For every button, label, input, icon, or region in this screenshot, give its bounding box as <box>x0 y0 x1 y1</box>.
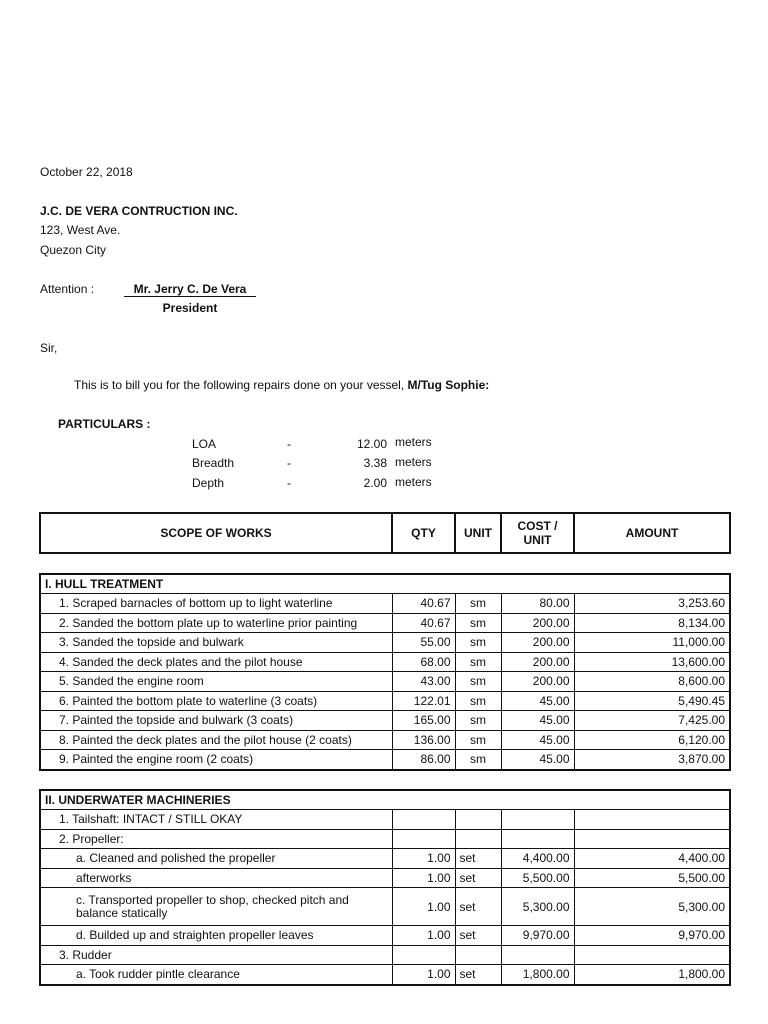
row-qty: 1.00 <box>392 849 455 869</box>
row-amount: 11,000.00 <box>574 633 730 653</box>
row-unit: set <box>455 868 501 888</box>
particular-dash: - <box>287 476 291 490</box>
row-qty <box>392 945 455 965</box>
row-amount: 3,253.60 <box>574 594 730 614</box>
section-title-row <box>40 574 730 594</box>
particular-dash: - <box>287 437 291 451</box>
row-description: 3. Sanded the topside and bulwark <box>40 633 392 653</box>
row-unit: sm <box>455 652 501 672</box>
row-cost <box>501 810 574 830</box>
header-unit: UNIT <box>455 513 501 553</box>
hull-treatment-table <box>39 573 731 771</box>
row-cost: 5,500.00 <box>501 868 574 888</box>
row-description: 1. Scraped barnacles of bottom up to light waterline <box>40 594 392 614</box>
letter-date: October 22, 2018 <box>40 165 133 179</box>
row-amount: 1,800.00 <box>574 965 730 985</box>
table-row <box>40 691 730 711</box>
table-row <box>40 926 730 946</box>
row-unit <box>455 945 501 965</box>
attention-title: President <box>162 301 218 315</box>
row-qty: 165.00 <box>392 711 455 731</box>
header-scope: SCOPE OF WORKS <box>40 513 392 553</box>
row-unit: sm <box>455 691 501 711</box>
row-qty: 1.00 <box>392 926 455 946</box>
particular-unit: meters <box>395 455 432 469</box>
particular-label: Depth <box>192 476 225 490</box>
row-amount: 7,425.00 <box>574 711 730 731</box>
particular-unit: meters <box>395 475 432 489</box>
row-unit <box>455 829 501 849</box>
row-description: 1. Tailshaft: INTACT / STILL OKAY <box>40 810 392 830</box>
row-description: 2. Sanded the bottom plate up to waterline prior painting <box>40 613 392 633</box>
row-unit: set <box>455 888 501 926</box>
row-qty: 86.00 <box>392 750 455 770</box>
row-unit: set <box>455 849 501 869</box>
attention-label: Attention : <box>40 282 95 296</box>
row-amount: 4,400.00 <box>574 849 730 869</box>
intro-paragraph <box>74 378 489 392</box>
row-cost: 5,300.00 <box>501 888 574 926</box>
header-cost-per-unit: COST / UNIT <box>501 513 574 553</box>
row-cost <box>501 829 574 849</box>
section-title-row <box>40 790 730 810</box>
section-title: I. HULL TREATMENT <box>40 574 730 594</box>
row-description: c. Transported propeller to shop, checked pitch and balance statically <box>40 888 392 926</box>
table-row <box>40 888 730 926</box>
recipient-address-line1: 123, West Ave. <box>40 223 121 237</box>
row-qty: 55.00 <box>392 633 455 653</box>
row-cost: 45.00 <box>501 691 574 711</box>
particular-value: 12.00 <box>356 437 387 451</box>
row-amount: 5,300.00 <box>574 888 730 926</box>
row-amount: 5,490.45 <box>574 691 730 711</box>
row-amount: 8,134.00 <box>574 613 730 633</box>
row-cost: 1,800.00 <box>501 965 574 985</box>
table-row <box>40 633 730 653</box>
table-row <box>40 849 730 869</box>
row-cost <box>501 945 574 965</box>
row-unit <box>455 810 501 830</box>
row-unit: sm <box>455 613 501 633</box>
particular-value: 2.00 <box>363 476 387 490</box>
header-amount: AMOUNT <box>574 513 730 553</box>
particular-label: Breadth <box>192 456 235 470</box>
row-description: 4. Sanded the deck plates and the pilot house <box>40 652 392 672</box>
row-unit: sm <box>455 750 501 770</box>
vessel-name: M/Tug Sophie: <box>407 378 490 392</box>
table-row <box>40 730 730 750</box>
row-qty: 40.67 <box>392 613 455 633</box>
table-row <box>40 711 730 731</box>
row-amount: 8,600.00 <box>574 672 730 692</box>
row-qty: 122.01 <box>392 691 455 711</box>
row-cost: 200.00 <box>501 672 574 692</box>
recipient-address-line2: Quezon City <box>40 243 107 257</box>
salutation: Sir, <box>40 341 58 355</box>
header-qty: QTY <box>392 513 455 553</box>
scope-table-header <box>39 512 731 554</box>
row-cost: 9,970.00 <box>501 926 574 946</box>
row-description: 6. Painted the bottom plate to waterline (3 coats) <box>40 691 392 711</box>
particulars-heading: PARTICULARS : <box>58 417 151 431</box>
row-amount <box>574 829 730 849</box>
row-amount: 3,870.00 <box>574 750 730 770</box>
row-description: 5. Sanded the engine room <box>40 672 392 692</box>
row-unit: set <box>455 926 501 946</box>
table-row <box>40 613 730 633</box>
row-cost: 200.00 <box>501 633 574 653</box>
table-row <box>40 945 730 965</box>
table-row <box>40 652 730 672</box>
row-qty: 136.00 <box>392 730 455 750</box>
row-qty: 1.00 <box>392 868 455 888</box>
row-amount: 5,500.00 <box>574 868 730 888</box>
row-cost: 80.00 <box>501 594 574 614</box>
row-amount: 6,120.00 <box>574 730 730 750</box>
row-qty: 68.00 <box>392 652 455 672</box>
row-cost: 200.00 <box>501 613 574 633</box>
row-qty <box>392 810 455 830</box>
row-amount: 9,970.00 <box>574 926 730 946</box>
table-row <box>40 594 730 614</box>
row-cost: 4,400.00 <box>501 849 574 869</box>
row-description: 8. Painted the deck plates and the pilot house (2 coats) <box>40 730 392 750</box>
table-row <box>40 672 730 692</box>
row-unit: sm <box>455 672 501 692</box>
row-unit: sm <box>455 711 501 731</box>
row-cost: 45.00 <box>501 711 574 731</box>
row-qty: 40.67 <box>392 594 455 614</box>
particular-value: 3.38 <box>363 456 387 470</box>
particular-unit: meters <box>395 435 432 449</box>
row-qty: 1.00 <box>392 888 455 926</box>
row-description: a. Cleaned and polished the propeller <box>40 849 392 869</box>
table-row <box>40 810 730 830</box>
row-unit: set <box>455 965 501 985</box>
row-unit: sm <box>455 633 501 653</box>
particular-dash: - <box>287 456 291 470</box>
row-description: 3. Rudder <box>40 945 392 965</box>
row-description: afterworks <box>40 868 392 888</box>
row-description: a. Took rudder pintle clearance <box>40 965 392 985</box>
row-cost: 200.00 <box>501 652 574 672</box>
row-cost: 45.00 <box>501 730 574 750</box>
row-description: 7. Painted the topside and bulwark (3 coats) <box>40 711 392 731</box>
recipient-company: J.C. DE VERA CONTRUCTION INC. <box>40 204 238 218</box>
table-row <box>40 868 730 888</box>
row-unit: sm <box>455 730 501 750</box>
row-qty: 43.00 <box>392 672 455 692</box>
intro-text: This is to bill you for the following repairs done on your vessel, <box>74 378 408 392</box>
underwater-machineries-table <box>39 789 731 986</box>
table-row <box>40 829 730 849</box>
row-amount <box>574 945 730 965</box>
row-description: d. Builded up and straighten propeller leaves <box>40 926 392 946</box>
row-cost: 45.00 <box>501 750 574 770</box>
row-amount <box>574 810 730 830</box>
row-description: 9. Painted the engine room (2 coats) <box>40 750 392 770</box>
table-row <box>40 965 730 985</box>
row-qty <box>392 829 455 849</box>
row-amount: 13,600.00 <box>574 652 730 672</box>
attention-name: Mr. Jerry C. De Vera <box>124 282 256 297</box>
row-qty: 1.00 <box>392 965 455 985</box>
row-unit: sm <box>455 594 501 614</box>
table-row <box>40 750 730 770</box>
row-description: 2. Propeller: <box>40 829 392 849</box>
section-title: II. UNDERWATER MACHINERIES <box>40 790 730 810</box>
particular-label: LOA <box>192 437 217 451</box>
